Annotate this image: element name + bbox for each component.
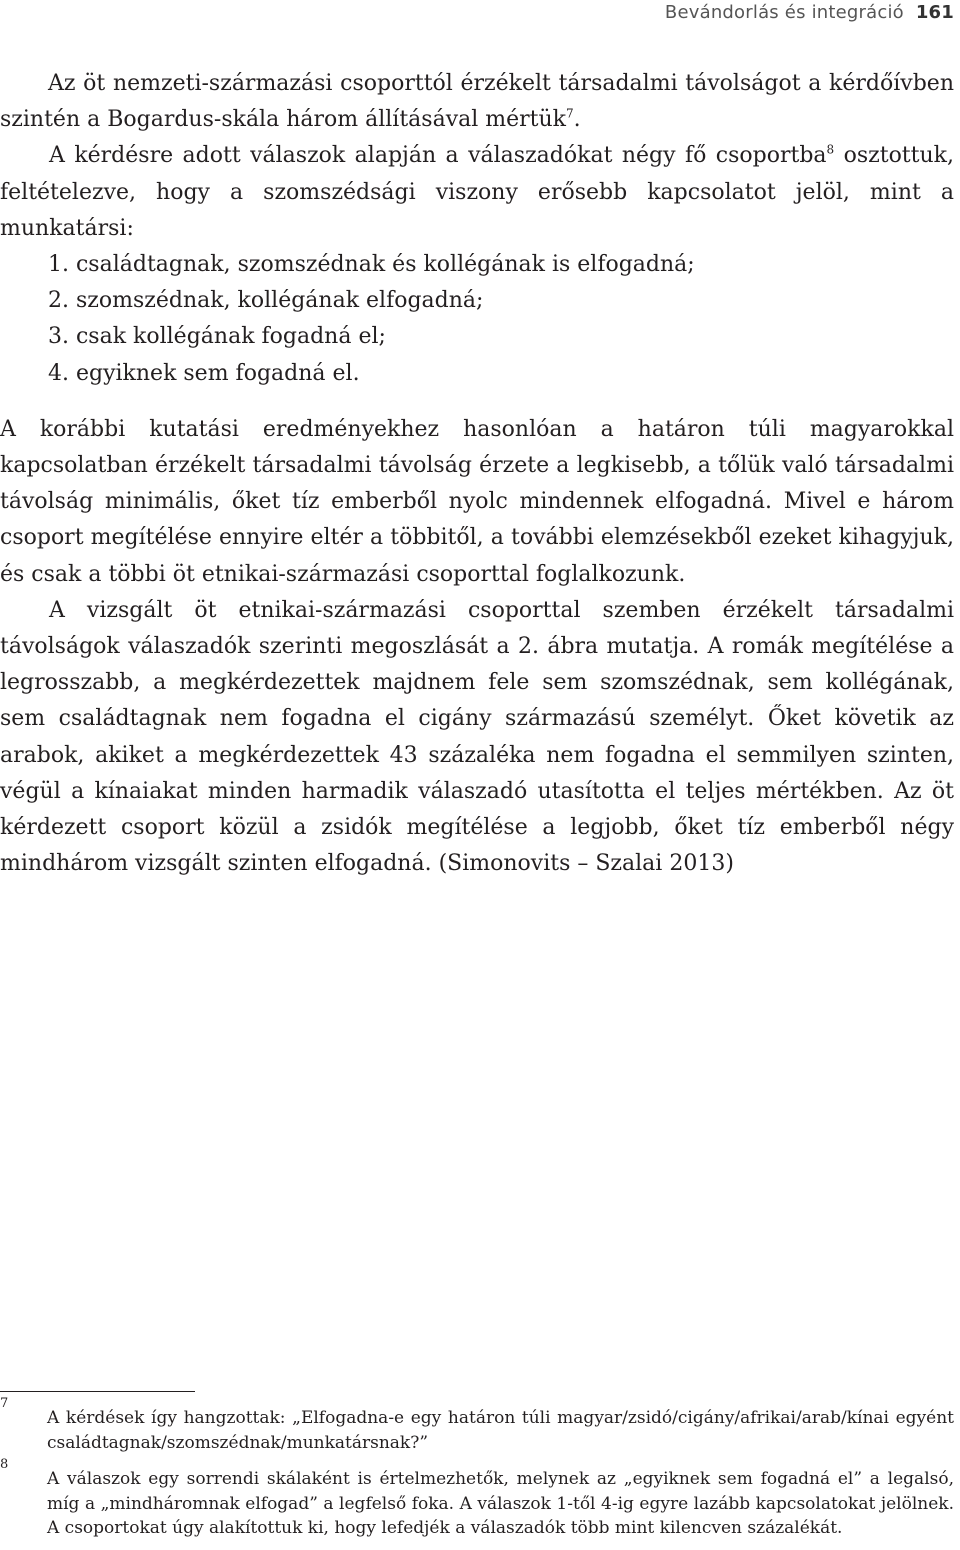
- footnote-ref-8[interactable]: 8: [826, 143, 835, 158]
- paragraph-2: A korábbi kutatási eredményekhez hasonlóan a határon túli magyarokkal kapcsolatban érzékelt társadalmi távolság érzete a legkisebb, a tőlük való társadalmi távolság minimális, őket tíz emberből nyolc mindennek elfogadná. Mivel e három csoport megítélése ennyire eltér a többitől, a további elemzésekből ezeket kihagyjuk, és csak a többi öt etnikai-származási csoporttal foglalkozunk.: [0, 416, 954, 587]
- list-item: 4. egyiknek sem fogadná el.: [48, 360, 360, 386]
- footnote-ref-7[interactable]: 7: [566, 106, 574, 121]
- list-item: 2. szomszédnak, kollégának elfogadná;: [48, 288, 484, 314]
- paragraph-1-text-d: osztottuk, feltételezve, hogy a szomszédsági viszony erősebb kapcsolatot jelöl, mint a munkatársi:: [0, 143, 954, 241]
- running-head-title: Bevándorlás és integráció: [664, 2, 904, 23]
- footnote-number: 7: [0, 1396, 9, 1411]
- paragraph-3: A vizsgált öt etnikai-származási csoporttal szemben érzékelt társadalmi távolságok válaszadók szerinti megoszlását a 2. ábra mutatja. A romák megítélése a legrosszabb, a megkérdezettek majdnem fele sem szomszédnak, sem kollégának, sem családtagnak nem fogadna el cigány származású személyt. Őket követik az arabok, akiket a megkérdezettek 43 százaléka nem fogadna el semmilyen szinten, végül a kínaiakat minden harmadik válaszadó utasította el teljes mértékben. Az öt kérdezett csoport közül a zsidók megítélése a legjobb, őket tíz emberből négy mindhárom vizsgált szinten elfogadná. (Simonovits – Szalai 2013): [0, 597, 954, 877]
- page-number: 161: [915, 2, 954, 23]
- footnote-text: A válaszok egy sorrendi skálaként is értelmezhetők, melynek az „egyiknek sem fogadná el” a legalsó, míg a „mindháromnak elfogad” a legfelső foka. A válaszok 1-től 4-ig egyre lazább kapcsolatokat jelölnek. A csoportokat úgy alakítottuk ki, hogy lefedjék a válaszadók több mint kilencven százalékát.: [47, 1469, 954, 1538]
- list-item: 1. családtagnak, szomszédnak és kollégának is elfogadná;: [48, 252, 695, 278]
- paragraph-1: [0, 66, 954, 247]
- list-item: 3. csak kollégának fogadná el;: [48, 324, 386, 350]
- body-text: [0, 66, 954, 882]
- paragraph-1-text-b: .: [573, 107, 581, 133]
- footnote-number: 8: [0, 1457, 9, 1472]
- footnote-7: [0, 1396, 954, 1455]
- paragraph-1-text-c: A kérdésre adott válaszok alapján a válaszadókat négy fő csoportba: [49, 143, 827, 169]
- footnote-8: [0, 1457, 954, 1541]
- running-head: [665, 2, 954, 23]
- footnote-text: A kérdések így hangzottak: „Elfogadna-e egy határon túli magyar/zsidó/cigány/afrikai/arab/kínai egyént családtagnak/szomszédnak/munkatársnak?”: [47, 1408, 954, 1453]
- paragraph-1-text-a: Az öt nemzeti-származási csoporttól érzékelt társadalmi távolságot a kérdőívben szintén a Bogardus-skála három állításával mértük: [0, 71, 954, 133]
- numbered-list: [0, 247, 954, 392]
- footnote-divider: [0, 1391, 195, 1392]
